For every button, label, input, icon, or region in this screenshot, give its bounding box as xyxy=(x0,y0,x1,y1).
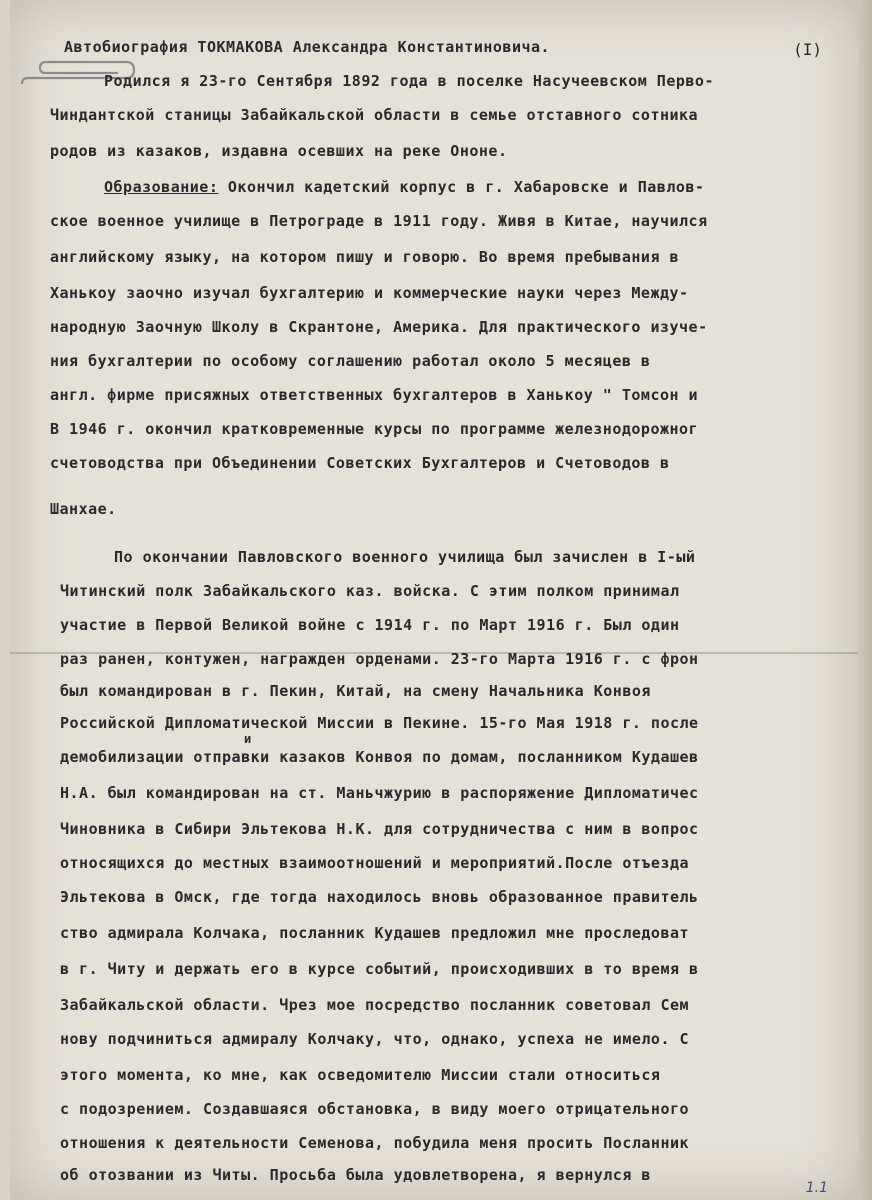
document-title: Автобиография ТОКМАКОВА Александра Константиновича. xyxy=(64,38,551,56)
text-line: счетоводства при Объединении Советских Бухгалтеров и Счетоводов в xyxy=(50,454,670,472)
corner-note: 1.1 xyxy=(805,1180,828,1196)
text-line: Забайкальской области. Чрез мое посредство посланник советовал Сем xyxy=(60,996,690,1014)
text-line: Российской Дипломатической Миссии в Пекине. 15-го Мая 1918 г. после xyxy=(60,714,699,732)
text-line: английскому языку, на котором пишу и говорю. Во время пребывания в xyxy=(50,248,680,266)
text-line: Читинский полк Забайкальского каз. войска. С этим полком принимал xyxy=(60,582,680,600)
text-segment: Окончил кадетский корпус в г. Хабаровске и Павлов- xyxy=(218,178,705,196)
insertion-mark: и xyxy=(244,732,252,746)
education-line xyxy=(104,178,704,196)
text-line: раз ранен, контужен, награжден орденами. 23-го Марта 1916 г. с фрон xyxy=(60,650,699,668)
text-line: относящихся до местных взаимоотношений и мероприятий.После отъезда xyxy=(60,854,690,872)
text-line: Ханькоу заочно изучал бухгалтерию и коммерческие науки через Между- xyxy=(50,284,689,302)
text-line: с подозрением. Создавшаяся обстановка, в виду моего отрицательного xyxy=(60,1100,690,1118)
text-line: англ. фирме присяжных ответственных бухгалтеров в Ханькоу " Томсон и xyxy=(50,386,699,404)
text-line: этого момента, ко мне, как осведомителю Миссии стали относиться xyxy=(60,1066,661,1084)
text-line: ство адмирала Колчака, посланник Кудашев предложил мне проследоват xyxy=(60,924,690,942)
text-line: демобилизации отправки казаков Конвоя по домам, посланником Кудашев xyxy=(60,748,699,766)
text-line: отношения к деятельности Семенова, побудила меня просить Посланник xyxy=(60,1134,690,1152)
page-edge xyxy=(858,0,872,1200)
text-line: народную Заочную Школу в Скрантоне, Америка. Для практического изуче- xyxy=(50,318,708,336)
text-line: ния бухгалтерии по особому соглашению работал около 5 месяцев в xyxy=(50,352,651,370)
text-line: Родился я 23-го Сентября 1892 года в поселке Насучеевском Перво- xyxy=(104,72,714,90)
text-line: По окончании Павловского военного училища был зачислен в I-ый xyxy=(114,548,696,566)
text-line: Чиновника в Сибири Эльтекова Н.К. для сотрудничества с ним в вопрос xyxy=(60,820,699,838)
education-heading: Образование: xyxy=(104,178,219,196)
text-line: В 1946 г. окончил кратковременные курсы по программе железнодорожног xyxy=(50,420,699,438)
text-line: в г. Читу и держать его в курсе событий, происходивших в то время в xyxy=(60,960,699,978)
text-line: Чиндантской станицы Забайкальской области в семье отставного сотника xyxy=(50,106,699,124)
page-number: (I) xyxy=(793,40,822,59)
text-line: был командирован в г. Пекин, Китай, на смену Начальника Конвоя xyxy=(60,682,651,700)
text-line: участие в Первой Великой войне с 1914 г. по Март 1916 г. Был один xyxy=(60,616,680,634)
text-line: Н.А. был командирован на ст. Маньчжурию в распоряжение Дипломатичес xyxy=(60,784,699,802)
text-line: Эльтекова в Омск, где тогда находилось вновь образованное правитель xyxy=(60,888,699,906)
text-line: родов из казаков, издавна осевших на реке Ононе. xyxy=(50,142,508,160)
text-line: ское военное училище в Петрограде в 1911 году. Живя в Китае, научился xyxy=(50,212,708,230)
text-line: нову подчиниться адмиралу Колчаку, что, однако, успеха не имело. С xyxy=(60,1030,690,1048)
text-line: об отозвании из Читы. Просьба была удовлетворена, я вернулся в xyxy=(60,1166,651,1184)
text-line: Шанхае. xyxy=(50,500,117,518)
